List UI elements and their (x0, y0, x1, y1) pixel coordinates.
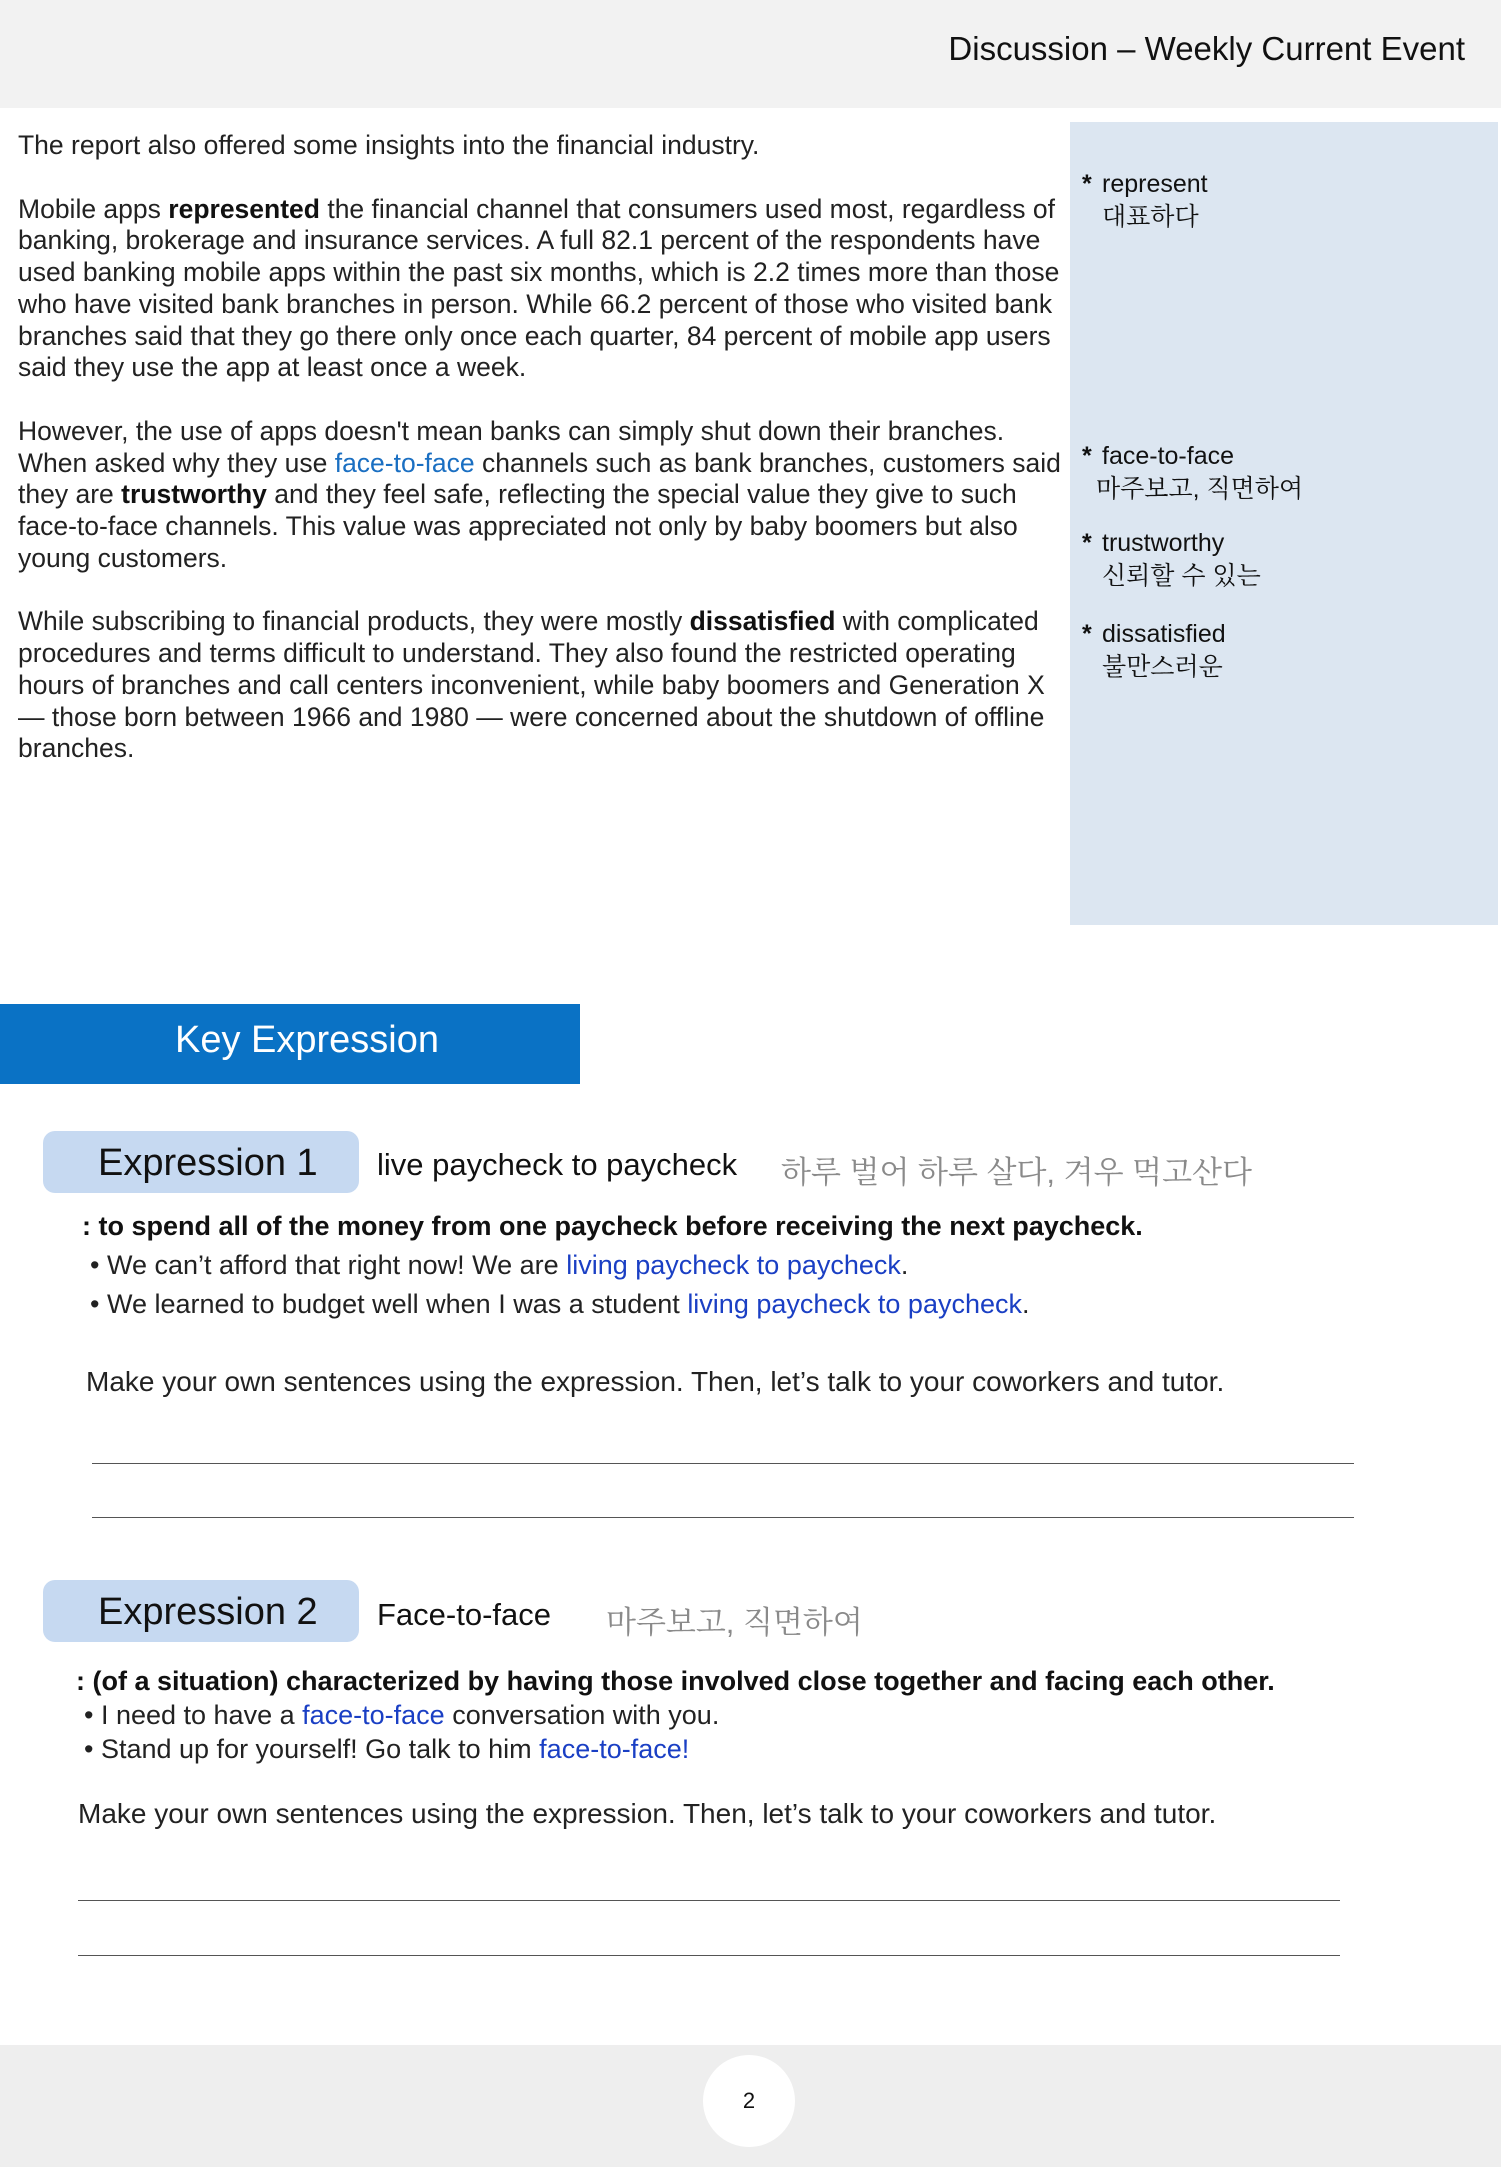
example-text: • We can’t afford that right now! We are (90, 1250, 567, 1280)
article-paragraph-1 (18, 130, 1063, 162)
expression-label-text: Expression 2 (98, 1591, 318, 1633)
keyword-trustworthy: trustworthy (121, 479, 267, 510)
article-text: channels such as bank branches, customers said they are (18, 447, 1061, 510)
expression-label-text: Expression 1 (98, 1142, 318, 1184)
vocab-translation: 대표하다 (1102, 203, 1199, 231)
article-text: and they feel safe, reflecting the special value they give to such face-to-face channels. This value was appreciated not only by baby boomers but also young customers. (18, 479, 1018, 573)
example-highlight: living paycheck to paycheck (566, 1250, 901, 1280)
asterisk-icon: * (1082, 529, 1092, 557)
vocab-term: face-to-face (1102, 442, 1235, 470)
expression-2-translation: 마주보고, 직면하여 (606, 1605, 863, 1640)
example-highlight: face-to-face! (539, 1734, 690, 1764)
vocab-item-dissatisfied (1082, 618, 1226, 684)
writing-line-3[interactable] (78, 1900, 1340, 1901)
example-text: • I need to have a (84, 1700, 303, 1730)
vocab-term: trustworthy (1102, 529, 1225, 557)
vocab-translation: 불만스러운 (1102, 653, 1223, 681)
page-number: 2 (742, 2088, 756, 2113)
article-text: with complicated procedures and terms difficult to understand. They also found the restricted operating hours of branches and call centers inconvenient, while baby boomers and Generation X — those born between 1966 and 1980 — were concerned about the shutdown of offline branches. (18, 606, 1045, 764)
article-body (18, 130, 1063, 797)
expression-2-example-2 (84, 1734, 689, 1765)
article-text: However, the use of apps doesn't mean banks can simply shut down their branches. When asked why they use (18, 415, 1005, 478)
expression-1-label (43, 1131, 359, 1193)
asterisk-icon: * (1082, 620, 1092, 648)
article-text: The report also offered some insights into the financial industry. (18, 130, 760, 160)
vocab-translation: 마주보고, 직면하여 (1096, 475, 1304, 503)
expression-2-definition: : (of a situation) characterized by having those involved close together and facing each other. (76, 1666, 1275, 1696)
example-highlight: living paycheck to paycheck (687, 1289, 1022, 1319)
example-highlight: face-to-face (302, 1700, 445, 1730)
article-text: While subscribing to financial products, they were mostly (18, 606, 690, 637)
article-text: Mobile apps (18, 193, 169, 224)
vocab-item-trustworthy (1082, 527, 1261, 593)
expression-2-label (43, 1580, 359, 1642)
expression-1-definition: : to spend all of the money from one paycheck before receiving the next paycheck. (82, 1211, 1143, 1241)
expression-2-prompt: Make your own sentences using the expression. Then, let’s talk to your coworkers and tutor. (78, 1798, 1217, 1829)
article-text: the financial channel that consumers used most, regardless of banking, brokerage and insurance services. A full 82.1 percent of the respondents have used banking mobile apps within the past six months, which is 2.2 times more than those who have visited bank branches in person. While 66.2 percent of those who visited bank branches said that they go there only once each quarter, 84 percent of mobile app users said they use the app at least once a week. (18, 193, 1060, 383)
asterisk-icon: * (1082, 170, 1092, 198)
page-header-title: Discussion – Weekly Current Event (948, 30, 1465, 67)
expression-2-phrase: Face-to-face (377, 1597, 552, 1632)
writing-line-1[interactable] (92, 1463, 1354, 1464)
example-text: • Stand up for yourself! Go talk to him (84, 1734, 540, 1764)
vocabulary-panel (1070, 122, 1498, 925)
example-text: • We learned to budget well when I was a student (90, 1289, 688, 1319)
expression-1-prompt: Make your own sentences using the expression. Then, let’s talk to your coworkers and tutor. (86, 1366, 1225, 1397)
article-paragraph-2 (18, 194, 1063, 384)
vocab-term: represent (1102, 170, 1208, 198)
example-text: conversation with you. (444, 1700, 720, 1730)
keyword-dissatisfied: dissatisfied (689, 606, 836, 637)
keyword-represented: represented (168, 193, 320, 224)
vocab-translation: 신뢰할 수 있는 (1102, 562, 1261, 590)
writing-line-4[interactable] (78, 1955, 1340, 1956)
expression-1-example-1 (90, 1250, 908, 1281)
vocab-term: dissatisfied (1102, 620, 1226, 648)
keyword-face-to-face: face-to-face (334, 447, 475, 478)
vocab-item-represent (1082, 168, 1208, 234)
example-text: . (900, 1250, 909, 1280)
asterisk-icon: * (1082, 442, 1092, 470)
expression-1-translation: 하루 벌어 하루 살다, 겨우 먹고산다 (781, 1155, 1252, 1190)
expression-1-example-2 (90, 1289, 1030, 1320)
writing-line-2[interactable] (92, 1517, 1354, 1518)
expression-2-example-1 (84, 1700, 719, 1731)
example-text: . (1022, 1289, 1030, 1319)
vocab-item-face-to-face (1082, 440, 1303, 506)
article-paragraph-3 (18, 416, 1063, 575)
expression-1-phrase: live paycheck to paycheck (377, 1147, 738, 1182)
article-paragraph-4 (18, 606, 1063, 765)
key-expression-title: Key Expression (175, 1019, 440, 1061)
